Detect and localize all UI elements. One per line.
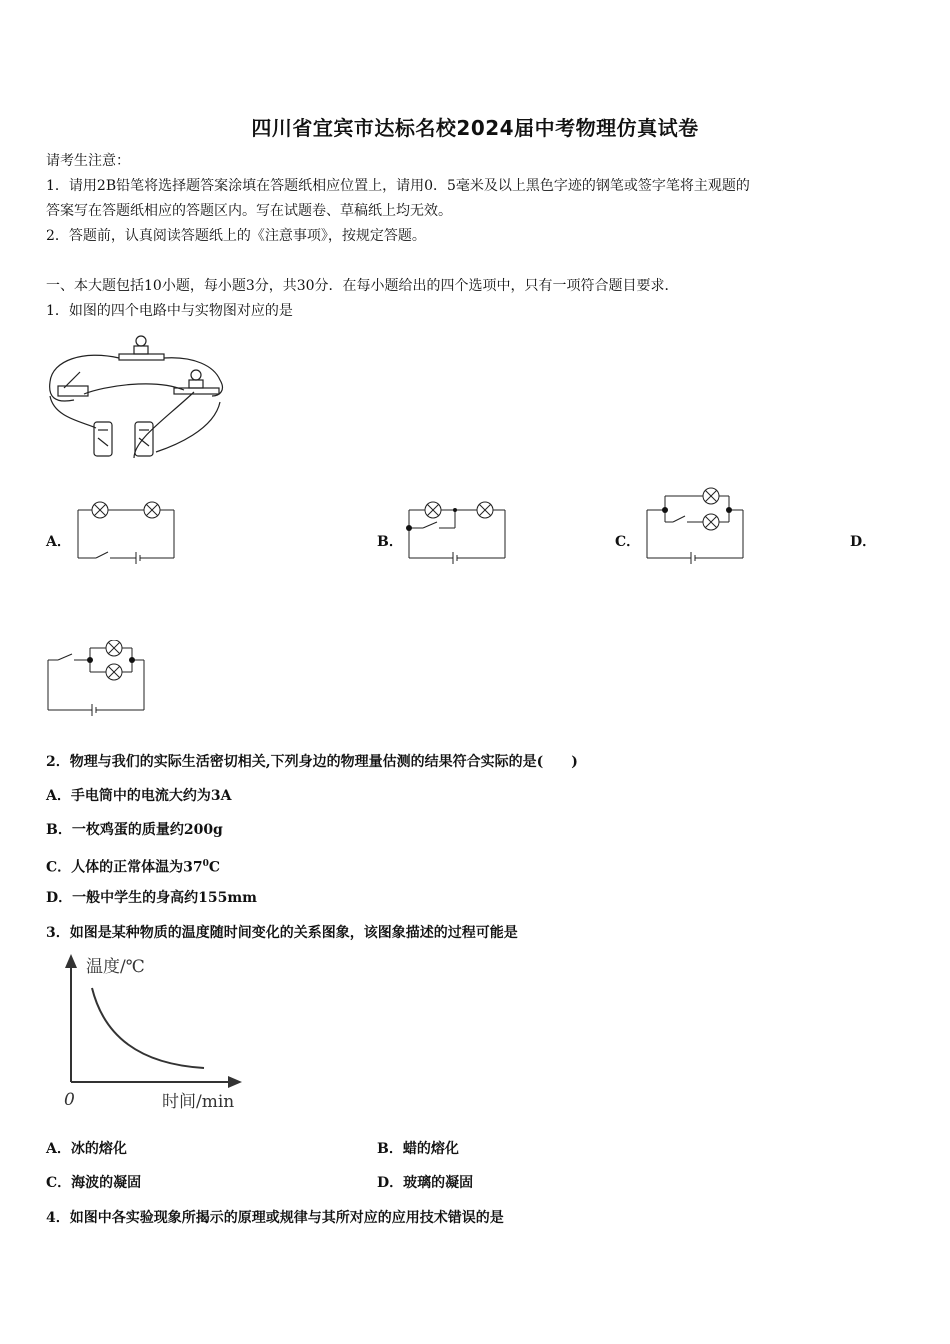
page-title: 四川省宜宾市达标名校2024届中考物理仿真试卷 — [251, 116, 699, 140]
question-4-stem: 4．如图中各实验现象所揭示的原理或规律与其所对应的应用技术错误的是 — [46, 1210, 504, 1226]
q1-option-a-label: A． — [46, 534, 71, 550]
section-1-heading: 一、本大题包括10小题，每小题3分，共30分．在每小题给出的四个选项中，只有一项符合题目要求． — [46, 278, 679, 294]
question-1-stem: 1．如图的四个电路中与实物图对应的是 — [46, 303, 293, 319]
q3-option-d: D．玻璃的凝固 — [377, 1175, 474, 1191]
q1-option-d-label: D． — [850, 534, 877, 550]
q3-graph-x-label: 时间/min — [162, 1092, 235, 1112]
q3-graph-y-label: 温度/℃ — [86, 957, 145, 977]
q3-temperature-time-graph — [44, 950, 254, 1115]
q1-option-c-circuit — [643, 486, 747, 566]
q3-graph-origin: 0 — [64, 1090, 75, 1110]
q2-option-a: A．手电筒中的电流大约为3A — [46, 788, 232, 804]
notice-item-1-line-1: 1．请用2B铅笔将选择题答案涂填在答题纸相应位置上，请用0．5毫米及以上黑色字迹的钢笔或签字笔将主观题的 — [46, 178, 750, 194]
notice-item-1-line-2: 答案写在答题纸相应的答题区内。写在试题卷、草稿纸上均无效。 — [46, 203, 452, 219]
q2-option-c: C．人体的正常体温为$37^0C$ — [46, 859, 221, 876]
q2-option-d: D．一般中学生的身高约155mm — [46, 890, 257, 906]
q1-option-b-circuit — [405, 498, 509, 564]
notice-item-2: 2．答题前，认真阅读答题纸上的《注意事项》，按规定答题。 — [46, 228, 426, 244]
q3-option-c: C．海波的凝固 — [46, 1175, 142, 1191]
q2-option-b: B．一枚鸡蛋的质量约200g — [46, 822, 223, 838]
q1-option-a-circuit — [74, 498, 178, 564]
q3-option-a: A．冰的熔化 — [46, 1141, 127, 1157]
q3-option-b: B．蜡的熔化 — [377, 1141, 459, 1157]
q1-physical-circuit-figure — [44, 330, 244, 470]
q1-option-c-label: C． — [615, 534, 641, 550]
notice-heading: 请考生注意： — [46, 153, 130, 169]
q1-option-b-label: B． — [377, 534, 403, 550]
question-2-stem: 2．物理与我们的实际生活密切相关,下列身边的物理量估测的结果符合实际的是( ) — [46, 754, 578, 770]
question-3-stem: 3．如图是某种物质的温度随时间变化的关系图象，该图象描述的过程可能是 — [46, 925, 518, 941]
q1-option-d-circuit — [44, 640, 148, 720]
